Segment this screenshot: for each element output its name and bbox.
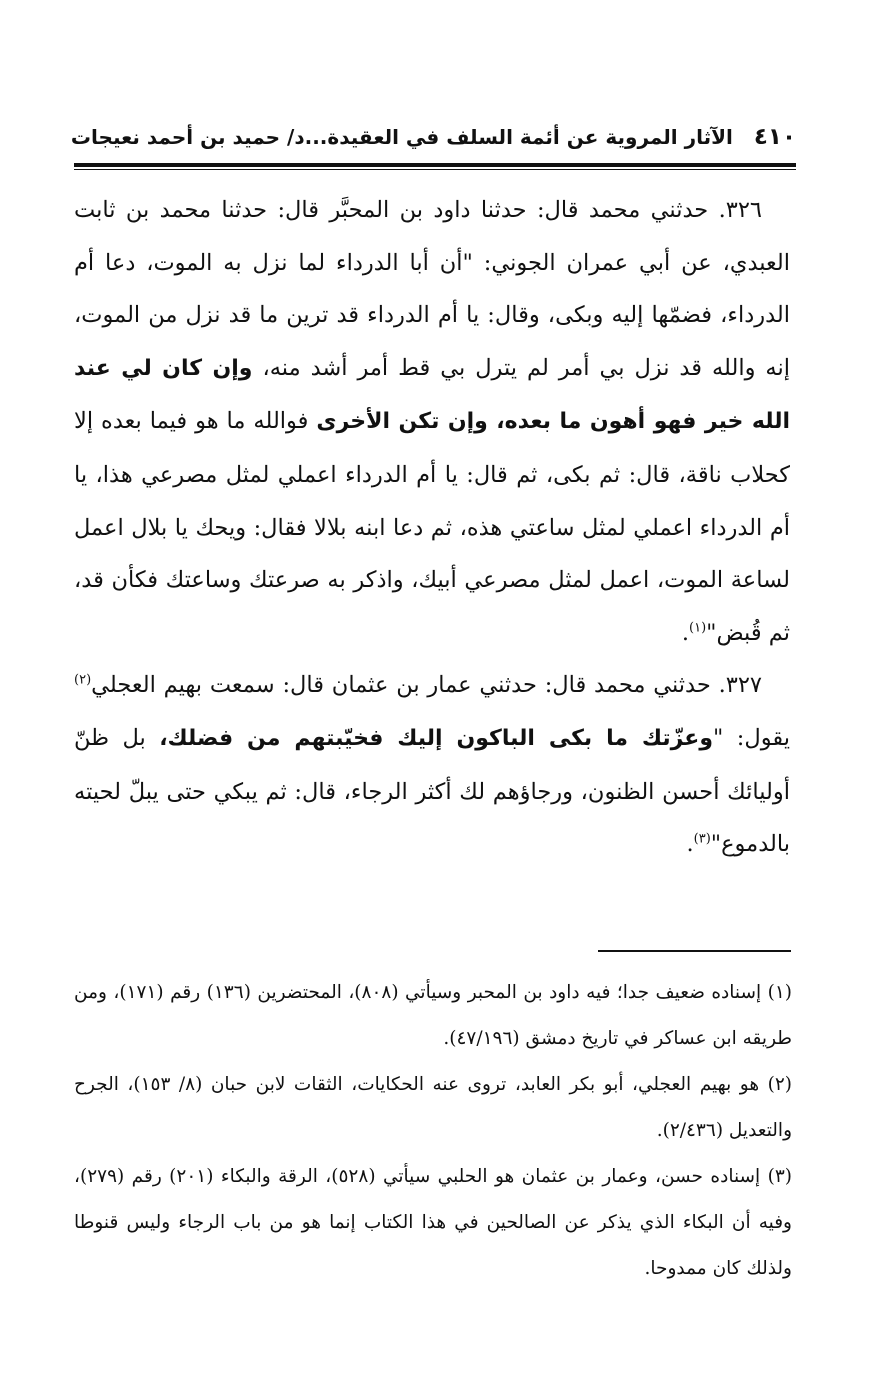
footnotes (74, 970, 792, 1292)
paragraph-number: ٣٢٧. (718, 672, 762, 699)
text-segment: بل ظنّ أوليائك أحسن الظنون، ورجاؤهم لك أكثر الرجاء، قال: ثم يبكي حتى يبلّ لحيته بالدموع" (74, 724, 790, 858)
text-segment: فوالله ما هو فيما بعده إلا كحلاب ناقة، قال: ثم بكى، ثم قال: يا أم الدرداء اعملي لمثل مصرعي هذا، يا أم الدرداء اعملي لمثل ساعتي هذه، ثم دعا ابنه بلالا فقال: ويحك يا بلال اعمل لساعة الموت، اعمل لمثل مصرعي أبيك، واذكر به صرعتك وساعتك فكأن قد، ثم قُبض" (74, 408, 790, 646)
sentence-end: . (686, 831, 694, 858)
paragraph-number: ٣٢٦. (718, 197, 762, 223)
footnote-ref[interactable]: (١) (689, 620, 707, 636)
footnote-ref[interactable]: (٢) (74, 672, 92, 688)
footnote-separator (598, 950, 791, 952)
page-number: ٤١٠ (753, 124, 796, 150)
footnote-ref[interactable]: (٣) (693, 831, 711, 847)
bold-text-segment: وإن كان لي عند الله خير فهو أهون ما بعده، وإن تكن الأخرى (74, 355, 791, 435)
text-segment: يقول: " (713, 724, 790, 751)
page-header (70, 124, 796, 158)
footnote-1: (١) إسناده ضعيف جدا؛ فيه داود بن المحبر وسيأتي (٨٠٨)، المحتضرين (١٣٦) رقم (١٧١)، ومن طريقه ابن عساكر في تاريخ دمشق (٤٧/١٩٦). (74, 982, 792, 1049)
footnote-2: (٢) هو بهيم العجلي، أبو بكر العابد، تروى عنه الحكايات، الثقات لابن حبان (٨/ ١٥٣)، الجرح والتعديل (٢/٤٣٦). (74, 1074, 792, 1141)
footnote-3: (٣) إسناده حسن، وعمار بن عثمان هو الحلبي سيأتي (٥٢٨)، الرقة والبكاء (٢٠١) رقم (٢٧٩)، وفيه أن البكاء الذي يذكر عن الصالحين في هذا الكتاب إنما هو من باب الرجاء وليس قنوطا ولذلك كان ممدوحا. (74, 1166, 792, 1279)
header-rule (74, 163, 796, 170)
running-title: الآثار المروية عن أئمة السلف في العقيدة...د/ حميد بن أحمد نعيجات (70, 125, 733, 149)
main-text (74, 184, 790, 871)
sentence-end: . (681, 619, 689, 646)
text-segment: حدثني محمد قال: حدثني عمار بن عثمان قال: سمعت بهيم العجلي (91, 672, 719, 699)
paragraph-326 (74, 184, 790, 659)
paragraph-327 (74, 659, 790, 870)
text-segment: حدثني محمد قال: حدثنا داود بن المحبَّر قال: حدثنا محمد بن ثابت العبدي، عن أبي عمران الجوني: "أن أبا الدرداء لما نزل به الموت، دعا أم الدرداء، فضمّها إليه وبكى، وقال: يا أم الدرداء قد ترين ما قد نزل من الموت، إنه والله قد نزل بي أمر لم يترل بي قط أمر أشد منه، (74, 197, 790, 381)
bold-text-segment: وعزّتك ما بكى الباكون إليك فخيّبتهم من فضلك، (159, 725, 714, 751)
